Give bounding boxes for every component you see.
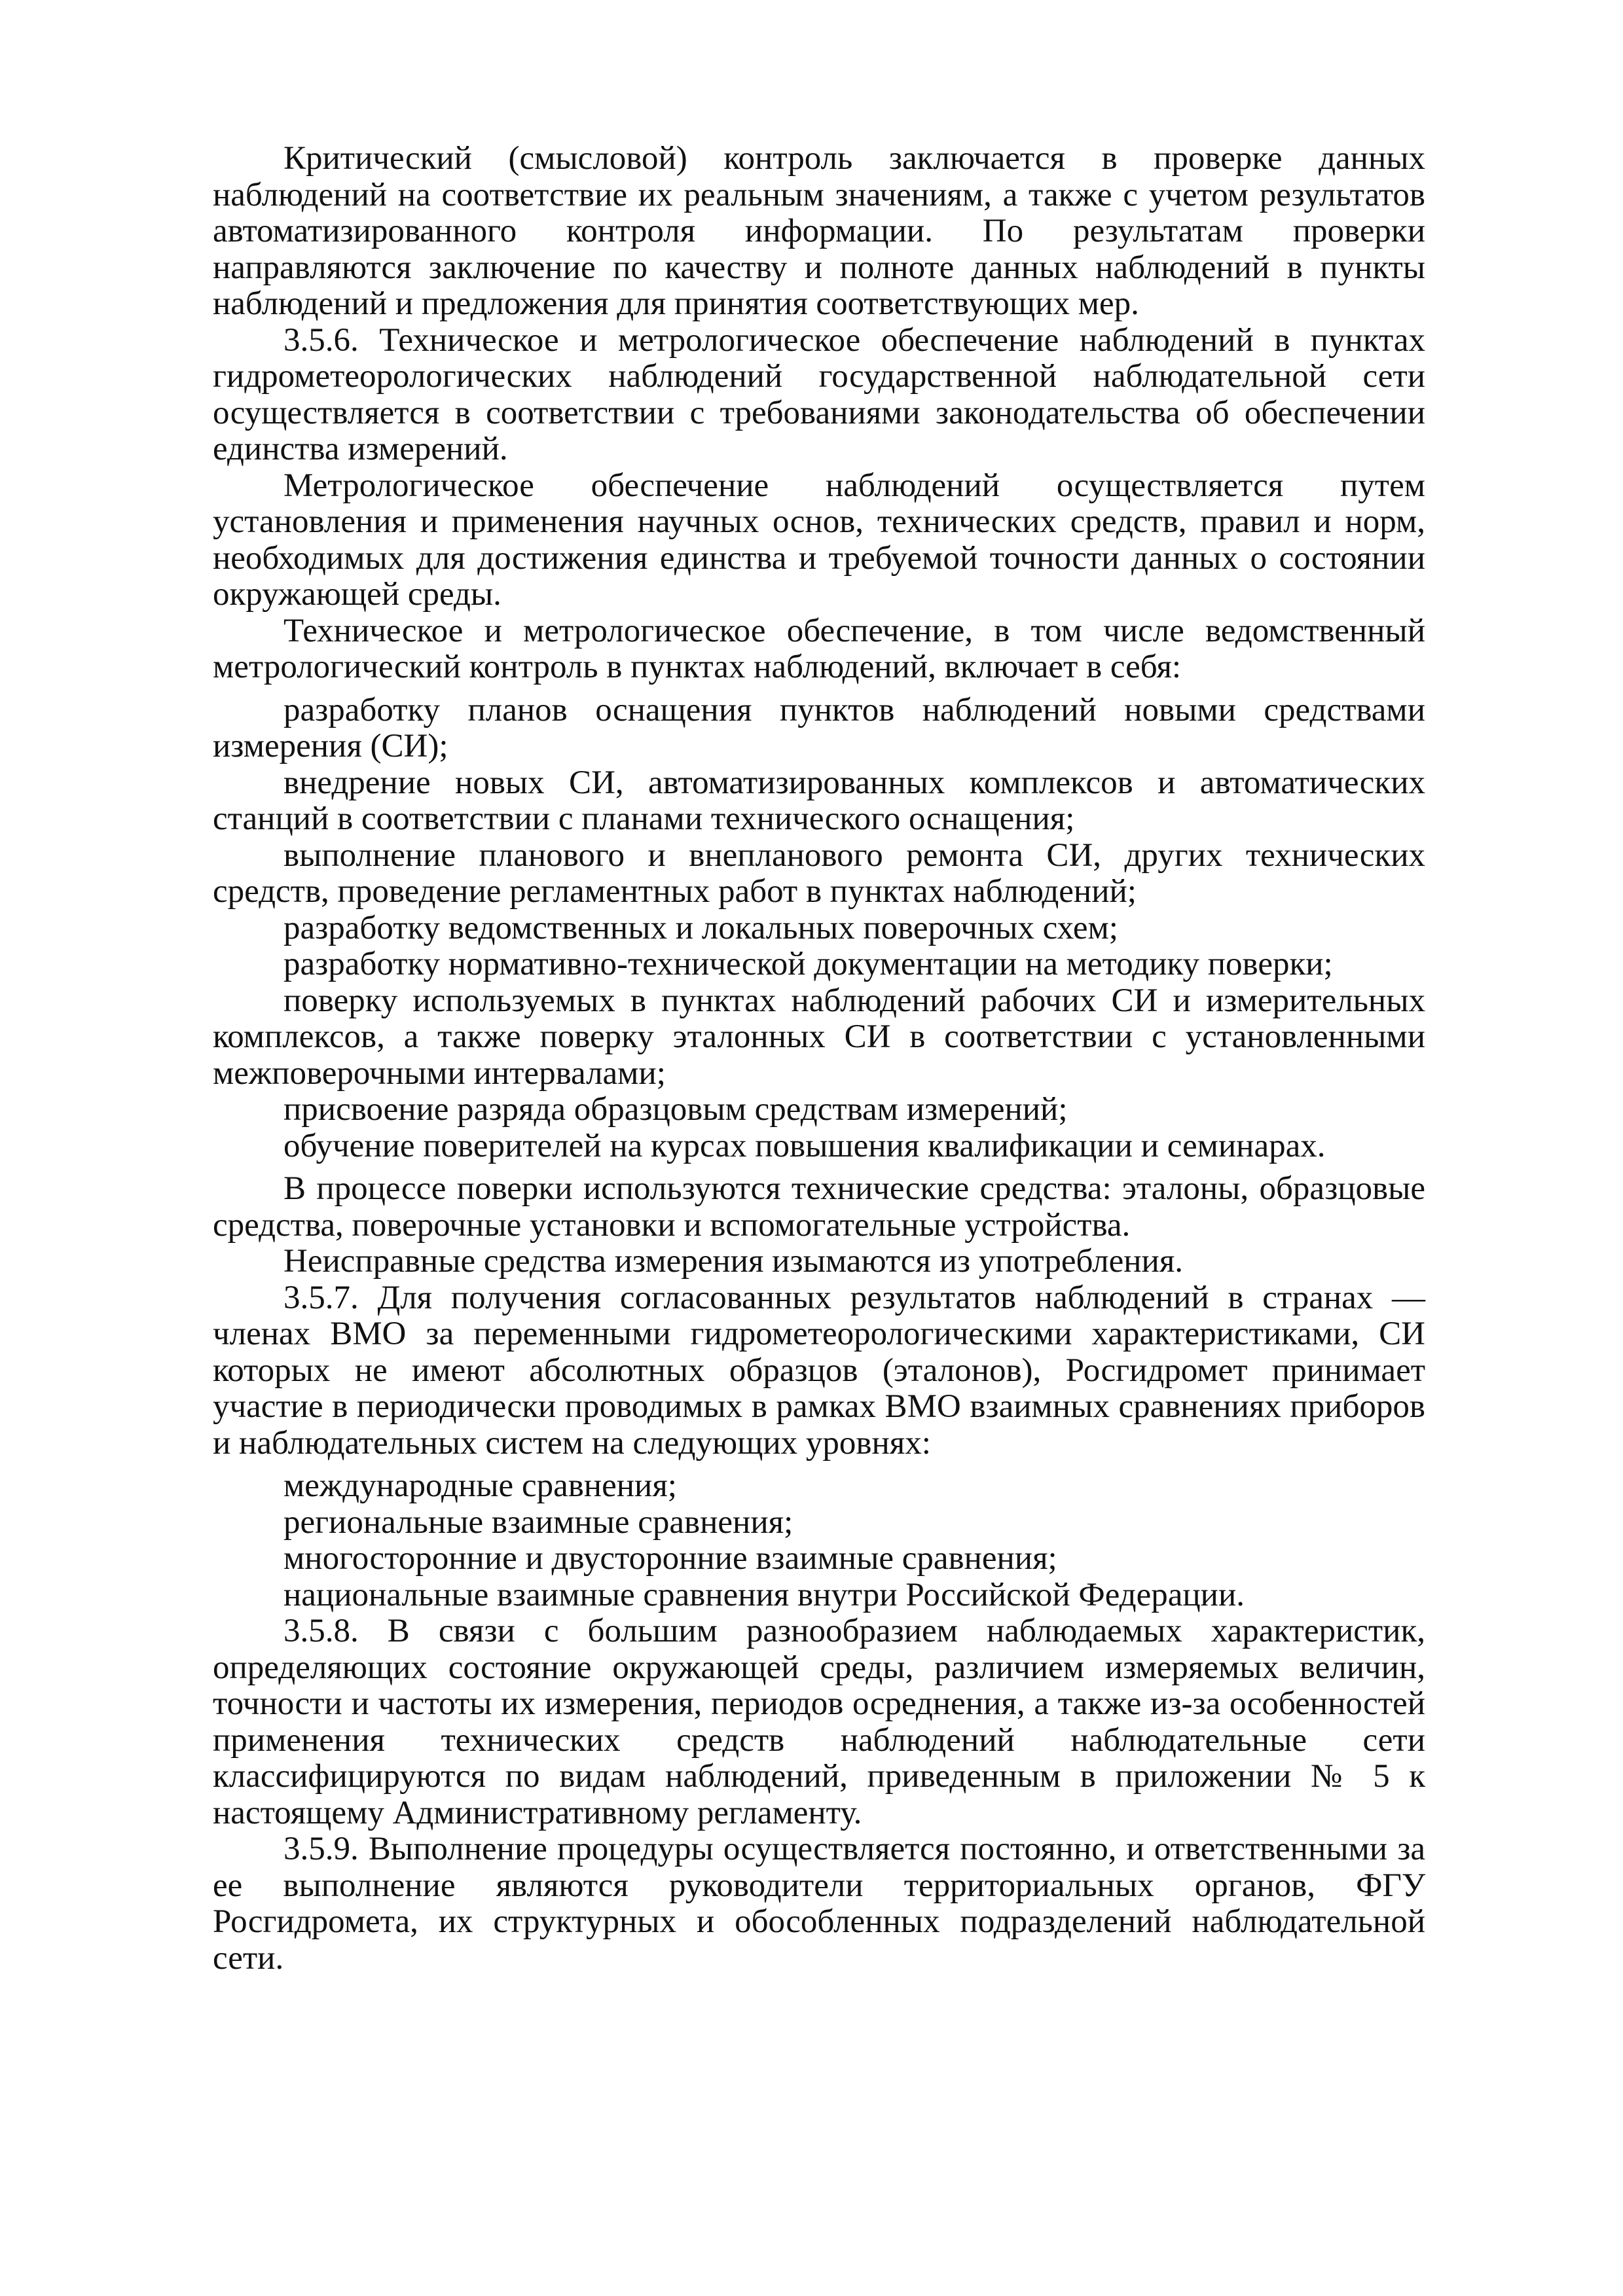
paragraph-includes: Техническое и метрологическое обеспечение, в том числе ведомственный метрологический контроль в пунктах наблюдений, включает в себя: xyxy=(213,612,1425,685)
paragraph-verification-tools: В процессе поверки используются технические средства: эталоны, образцовые средства, поверочные установки и вспомогательные устройства. xyxy=(213,1170,1425,1244)
list-item-regional: региональные взаимные сравнения; xyxy=(283,1503,793,1541)
document-page xyxy=(213,141,1425,1977)
paragraph-3-5-7: 3.5.7. Для получения согласованных результатов наблюдений в странах — членах ВМО за переменными гидрометеорологическими характеристиками, СИ которых не имеют абсолютных образцов (эталонов), Росгидромет принимает участие в периодически проводимых в рамках ВМО взаимных сравнениях приборов и наблюдательных систем на следующих уровнях: xyxy=(213,1279,1425,1462)
list-item-verification: поверку используемых в пунктах наблюдений рабочих СИ и измерительных комплексов, а также поверку эталонных СИ в соответствии с установленными межповерочными интервалами; xyxy=(213,982,1425,1092)
paragraph-3-5-8: 3.5.8. В связи с большим разнообразием наблюдаемых характеристик, определяющих состояние окружающей среды, различием измеряемых величин, точности и частоты их измерения, периодов осреднения, а также из-за особенностей применения технических средств наблюдений наблюдательные сети классифицируются по видам наблюдений, приведенным в приложении № 5 к настоящему Административному регламенту. xyxy=(213,1613,1425,1831)
list-item-repair: выполнение планового и внепланового ремонта СИ, других технических средств, проведение регламентных работ в пунктах наблюдений; xyxy=(213,836,1425,910)
paragraph-critical-control: Критический (смысловой) контроль заключается в проверке данных наблюдений на соответствие их реальным значениям, а также с учетом результатов автоматизированного контроля информации. По результатам проверки направляются заключение по качеству и полноте данных наблюдений в пункты наблюдений и предложения для принятия соответствующих мер. xyxy=(213,140,1425,322)
paragraph-3-5-6: 3.5.6. Техническое и метрологическое обеспечение наблюдений в пунктах гидрометеорологических наблюдений государственной наблюдательной сети осуществляется в соответствии с требованиями законодательства об обеспечении единства измерений. xyxy=(213,321,1425,467)
list-item-training: обучение поверителей на курсах повышения квалификации и семинарах. xyxy=(283,1127,1326,1164)
list-item-implementation: внедрение новых СИ, автоматизированных комплексов и автоматических станций в соответствии с планами технического оснащения; xyxy=(213,764,1425,837)
list-item-international: международные сравнения; xyxy=(283,1467,677,1504)
list-item-category: присвоение разряда образцовым средствам измерений; xyxy=(283,1091,1068,1128)
list-item-multilateral: многосторонние и двусторонние взаимные сравнения; xyxy=(283,1540,1057,1577)
paragraph-metrological-support: Метрологическое обеспечение наблюдений осуществляется путем установления и применения научных основ, технических средств, правил и норм, необходимых для достижения единства и требуемой точности данных о состоянии окружающей среды. xyxy=(213,467,1425,613)
list-item-plans: разработку планов оснащения пунктов наблюдений новыми средствами измерения (СИ); xyxy=(213,691,1425,764)
list-item-documentation: разработку нормативно-технической документации на методику поверки; xyxy=(283,946,1333,982)
list-item-national: национальные взаимные сравнения внутри Российской Федерации. xyxy=(283,1576,1245,1613)
paragraph-3-5-9: 3.5.9. Выполнение процедуры осуществляется постоянно, и ответственными за ее выполнение являются руководители территориальных органов, ФГУ Росгидромета, их структурных и обособленных подразделений наблюдательной сети. xyxy=(213,1831,1425,1977)
paragraph-faulty-instruments: Неисправные средства измерения изымаются из употребления. xyxy=(283,1243,1184,1280)
list-item-schemes: разработку ведомственных и локальных поверочных схем; xyxy=(283,909,1118,946)
